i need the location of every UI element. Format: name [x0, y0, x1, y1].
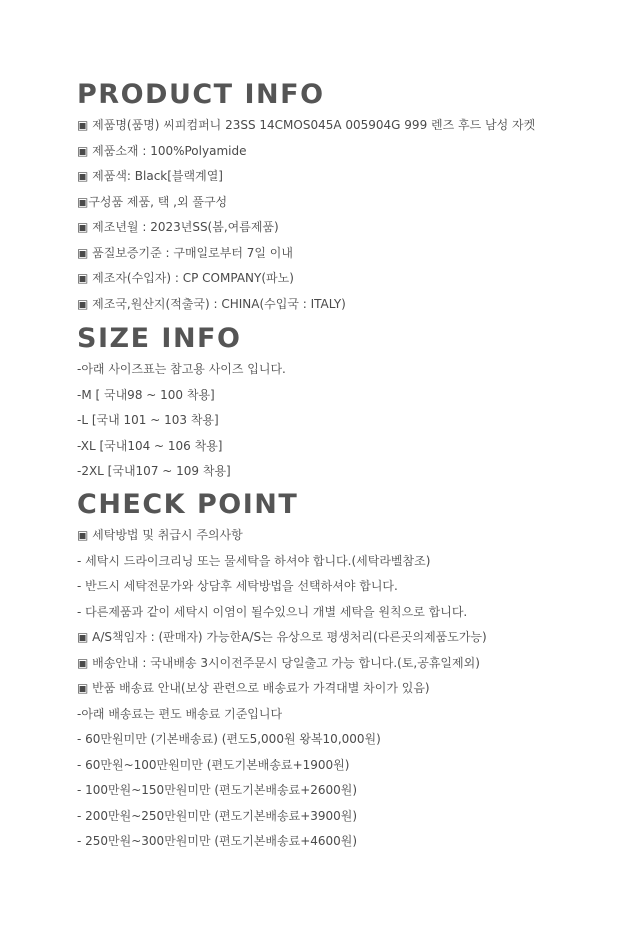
shipping-tier-1-line: - 60만원미만 (기본배송료) (편도5,000원 왕복10,000원) — [77, 732, 381, 746]
return-shipping-line: ▣ 반품 배송료 안내(보상 관련으로 배송료가 가격대별 차이가 있음) — [77, 681, 430, 695]
shipping-tier-2-line: - 60만원~100만원미만 (편도기본배송료+1900원) — [77, 757, 350, 772]
shipping-tier-3-line: - 100만원~150만원미만 (편도기본배송료+2600원) — [77, 783, 358, 797]
washing-caution-line: ▣ 세탁방법 및 취급시 주의사항 — [77, 528, 243, 542]
product-name-line: ▣ 제품명(품명) 씨피컴퍼니 23SS 14CMOS045A 005904G 999 렌즈 후드 남성 자켓 — [77, 118, 536, 132]
product-info-heading: PRODUCT INFO — [77, 79, 325, 110]
product-info-section — [77, 77, 617, 317]
size-m-line: -M [ 국내98 ~ 100 착용] — [77, 387, 215, 402]
product-color-line: ▣ 제품색: Black[블랙계열] — [77, 169, 223, 183]
check-point-section — [77, 487, 617, 855]
size-xl-line: -XL [국내104 ~ 106 착용] — [77, 438, 223, 453]
manufacturer-line: ▣ 제조자(수입자) : CP COMPANY(파노) — [77, 271, 294, 285]
as-responsible-line: ▣ A/S책임자 : (판매자) 가능한A/S는 유상으로 평생처리(다른곳의제품도가능) — [77, 630, 487, 644]
shipping-tier-5-line: - 250만원~300만원미만 (편도기본배송료+4600원) — [77, 834, 358, 848]
consult-expert-line: - 반드시 세탁전문가와 상담후 세탁방법을 선택하셔야 합니다. — [77, 579, 398, 593]
product-components-line: ▣구성품 제품, 택 ,외 풀구성 — [77, 194, 228, 209]
manufacture-date-line: ▣ 제조년월 : 2023년SS(봄,여름제품) — [77, 220, 279, 234]
size-l-line: -L [국내 101 ~ 103 착용] — [77, 413, 219, 427]
size-2xl-line: -2XL [국내107 ~ 109 착용] — [77, 464, 231, 478]
size-note-line: -아래 사이즈표는 참고용 사이즈 입니다. — [77, 362, 286, 376]
shipping-tier-4-line: - 200만원~250만원미만 (편도기본배송료+3900원) — [77, 808, 358, 823]
dry-clean-line: - 세탁시 드라이크리닝 또는 물세탁을 하셔야 합니다.(세탁라벨참조) — [77, 553, 431, 568]
shipping-guide-line: ▣ 배송안내 : 국내배송 3시이전주문시 당일출고 가능 합니다.(토,공휴일제외) — [77, 655, 480, 670]
quality-warranty-line: ▣ 품질보증기준 : 구매일로부터 7일 이내 — [77, 245, 293, 260]
size-info-section — [77, 321, 617, 485]
product-material-line: ▣ 제품소재 : 100%Polyamide — [77, 143, 247, 158]
check-point-heading: CHECK POINT — [77, 489, 299, 520]
origin-country-line: ▣ 제조국,원산지(적출국) : CHINA(수입국 : ITALY) — [77, 296, 346, 311]
shipping-basis-line: -아래 배송료는 편도 배송료 기준입니다 — [77, 706, 283, 721]
separate-wash-line: - 다른제품과 같이 세탁시 이염이 될수있으니 개별 세탁을 원칙으로 합니다. — [77, 604, 468, 619]
size-info-heading: SIZE INFO — [77, 323, 242, 354]
